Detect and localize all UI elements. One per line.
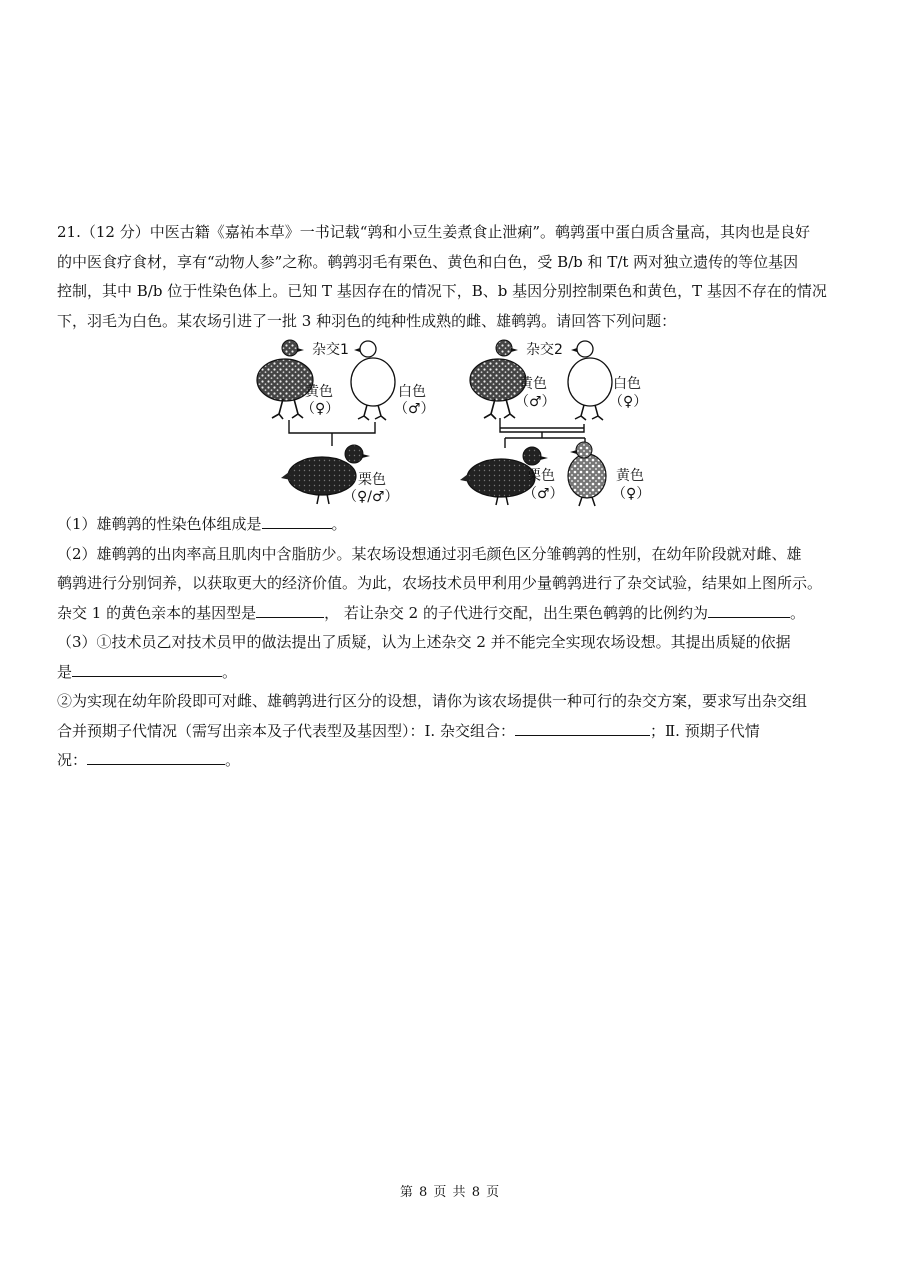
answer-blank-3b[interactable] xyxy=(515,718,650,736)
cross1-white-parent-bird xyxy=(351,341,395,420)
cross2-yellow-offspring-bird xyxy=(568,442,606,506)
answer-blank-1[interactable] xyxy=(262,511,332,529)
cross2-title: 杂交2 xyxy=(526,342,563,358)
subquestion-2-line: 鹌鹑进行分别饲养，以获取更大的经济价值。为此，农场技术员甲利用少量鹌鹑进行了杂交试验，结果如上图所示。 xyxy=(57,574,823,592)
question-21 xyxy=(57,218,847,776)
cross1-parent-a-color: 黄色 xyxy=(305,384,333,400)
cross2-offspring1-sex: （♂） xyxy=(523,486,564,502)
cross2-white-parent-bird xyxy=(568,341,612,420)
cross2-offspring2-sex: （♀） xyxy=(612,486,651,502)
subquestion-1 xyxy=(57,510,847,540)
cross1-title: 杂交1 xyxy=(312,342,349,358)
cross1-parent-b-color: 白色 xyxy=(398,384,426,400)
cross2-parent-b-sex: （♀） xyxy=(609,394,648,410)
subquestion-1-text: （1）雄鹌鹑的性染色体组成是 xyxy=(57,515,262,533)
question-intro-line: 控制，其中 B/b 位于性染色体上。已知 T 基因存在的情况下，B、b 基因分别控制栗色和黄色，T 基因不存在的情况 xyxy=(57,282,827,300)
cross2-offspring2-color: 黄色 xyxy=(616,468,644,484)
page-number: 第 8 页 共 8 页 xyxy=(399,1185,501,1200)
subquestion-3-end-b: 。 xyxy=(225,751,241,769)
answer-blank-3c[interactable] xyxy=(87,747,225,765)
subquestion-3-line xyxy=(57,658,847,688)
cross1-offspring-sex: （♀/♂） xyxy=(343,489,399,505)
subquestion-2-line xyxy=(57,599,847,629)
subquestion-3-text-a: 是 xyxy=(57,662,73,681)
cross-diagram xyxy=(57,338,847,508)
cross-diagram-drawing xyxy=(57,338,847,508)
subquestion-2-end: 。 xyxy=(789,603,805,622)
subquestion-3-end-a: 。 xyxy=(222,662,238,681)
subquestion-2-line: （2）雄鹌鹑的出肉率高且肌肉中含脂肪少。某农场设想通过羽毛颜色区分雏鹌鹑的性别，在幼年阶段就对雌、雄 xyxy=(57,544,802,563)
subquestion-3-text-d: 况： xyxy=(57,751,88,769)
cross2-parent-a-color: 黄色 xyxy=(519,376,547,392)
cross2-offspring1-color: 栗色 xyxy=(527,468,555,484)
cross1-offspring-color: 栗色 xyxy=(358,472,386,488)
cross2-parent-a-sex: （♂） xyxy=(515,394,556,410)
question-intro-line: 21.（12 分）中医古籍《嘉祐本草》一书记载“鹑和小豆生姜煮食止泄痢”。鹌鹑蛋中蛋白质含量高，其肉也是良好 xyxy=(57,223,811,241)
question-intro-line: 下，羽毛为白色。某农场引进了一批 3 种羽色的纯种性成熟的雌、雄鹌鹑。请回答下列问题： xyxy=(57,311,677,330)
subquestion-2-text-a: 杂交 1 的黄色亲本的基因型是 xyxy=(57,603,257,622)
answer-blank-2b[interactable] xyxy=(708,600,790,618)
cross1-parent-a-sex: （♀） xyxy=(301,401,340,417)
subquestion-2-text-b: ， 若让杂交 2 的子代进行交配，出生栗色鹌鹑的比例约为 xyxy=(324,603,708,622)
subquestion-3-line xyxy=(57,717,847,747)
subquestion-3-line: ②为实现在幼年阶段即可对雌、雄鹌鹑进行区分的设想，请你为该农场提供一种可行的杂交方案，要求写出杂交组 xyxy=(57,692,808,710)
subquestion-3-text-b: 合并预期子代情况（需写出亲本及子代表型及基因型）：Ⅰ. 杂交组合： xyxy=(57,721,515,740)
cross2-parent-b-color: 白色 xyxy=(613,376,641,392)
subquestion-3-text-c: ；Ⅱ. 预期子代情 xyxy=(649,721,760,740)
subquestion-3-line: （3）①技术员乙对技术员甲的做法提出了质疑，认为上述杂交 2 并不能完全实现农场设想。其提出质疑的依据 xyxy=(57,633,791,651)
question-intro-line: 的中医食疗食材，享有“动物人参”之称。鹌鹑羽毛有栗色、黄色和白色，受 B/b 和 T/t 两对独立遗传的等位基因 xyxy=(57,252,799,271)
answer-blank-3a[interactable] xyxy=(72,659,222,677)
cross1-parent-b-sex: （♂） xyxy=(394,401,435,417)
subquestion-3-line xyxy=(57,746,847,776)
answer-blank-2a[interactable] xyxy=(256,600,324,618)
subquestion-1-end: 。 xyxy=(331,515,347,533)
